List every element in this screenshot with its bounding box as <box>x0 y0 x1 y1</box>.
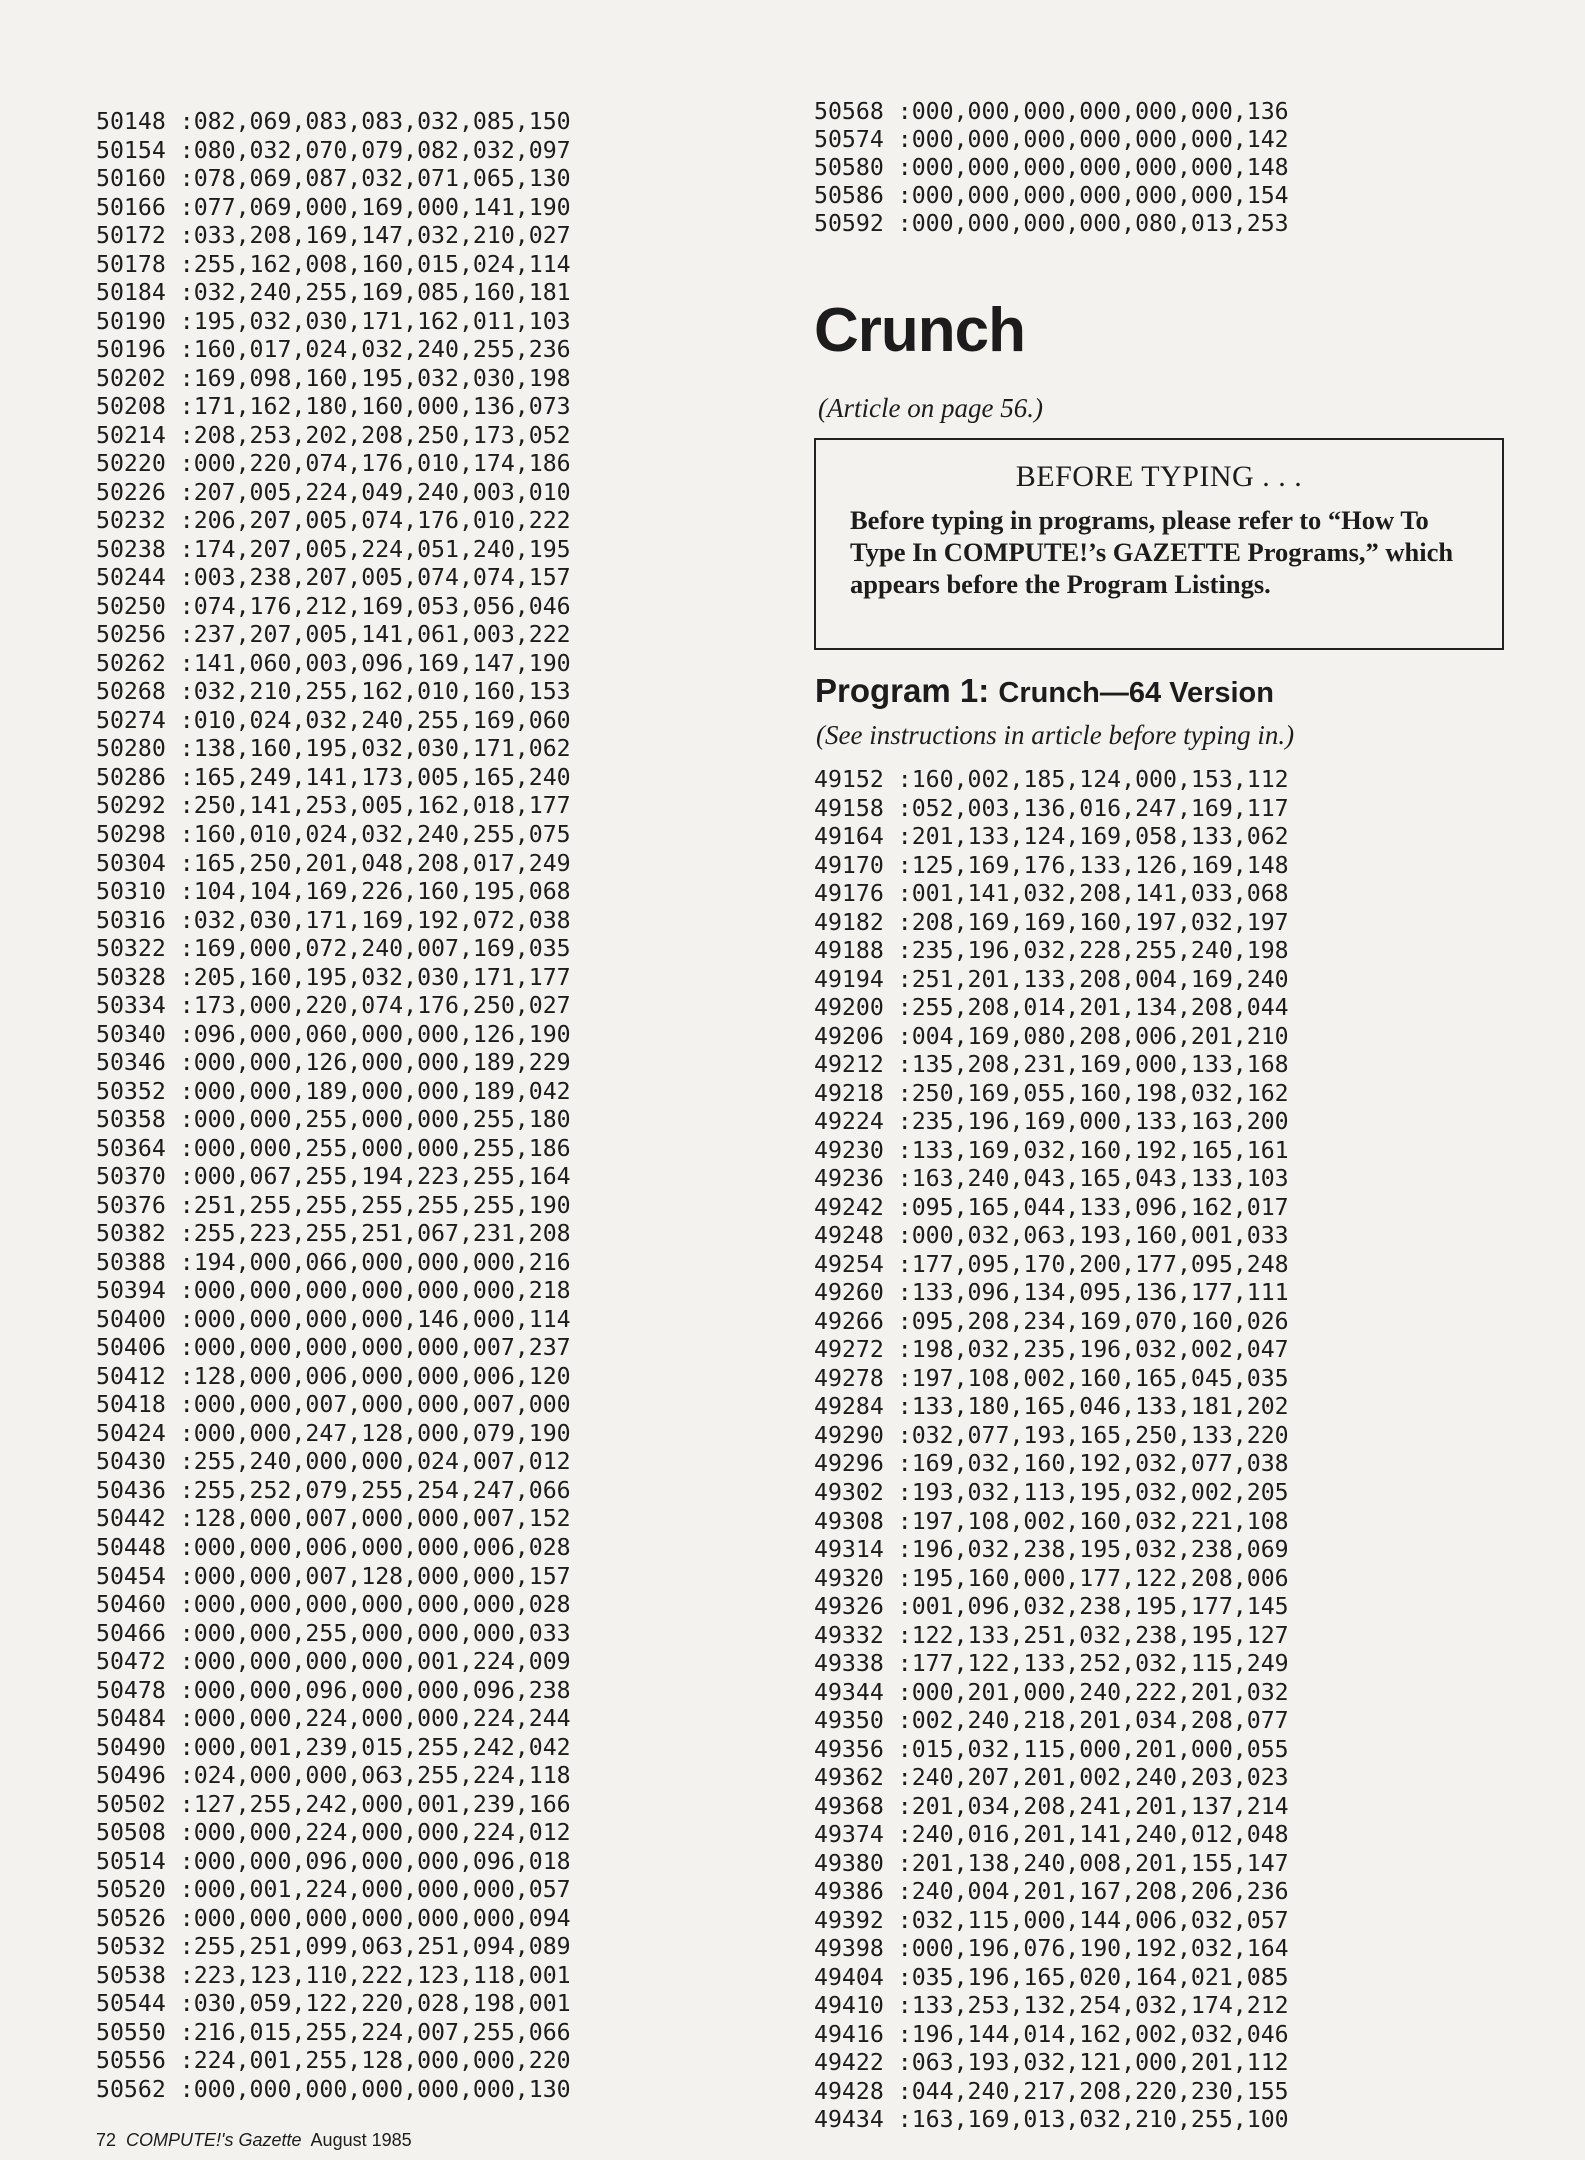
listing-line: 50412 :128,000,006,000,000,006,120 <box>96 1362 571 1390</box>
listing-line: 49386 :240,004,201,167,208,206,236 <box>814 1878 1289 1906</box>
listing-line: 50400 :000,000,000,000,146,000,114 <box>96 1305 571 1333</box>
listing-line: 49356 :015,032,115,000,201,000,055 <box>814 1735 1289 1763</box>
listing-line: 50454 :000,000,007,128,000,000,157 <box>96 1562 571 1590</box>
listing-line: 50328 :205,160,195,032,030,171,177 <box>96 963 571 991</box>
listing-line: 49410 :133,253,132,254,032,174,212 <box>814 1992 1289 2020</box>
page-footer <box>96 2130 412 2151</box>
listing-line: 50274 :010,024,032,240,255,169,060 <box>96 706 571 734</box>
listing-line: 49260 :133,096,134,095,136,177,111 <box>814 1279 1289 1307</box>
before-typing-heading: BEFORE TYPING . . . <box>1015 460 1303 493</box>
listing-line: 50502 :127,255,242,000,001,239,166 <box>96 1790 571 1818</box>
listing-line: 50232 :206,207,005,074,176,010,222 <box>96 507 571 535</box>
listing-line: 50334 :173,000,220,074,176,250,027 <box>96 992 571 1020</box>
listing-line: 49398 :000,196,076,190,192,032,164 <box>814 1935 1289 1963</box>
listing-line: 50496 :024,000,000,063,255,224,118 <box>96 1762 571 1790</box>
listing-line: 50280 :138,160,195,032,030,171,062 <box>96 735 571 763</box>
listing-line: 50190 :195,032,030,171,162,011,103 <box>96 307 571 335</box>
listing-line: 50394 :000,000,000,000,000,000,218 <box>96 1277 571 1305</box>
listing-line: 50514 :000,000,096,000,000,096,018 <box>96 1847 571 1875</box>
listing-line: 50436 :255,252,079,255,254,247,066 <box>96 1476 571 1504</box>
listing-line: 49422 :063,193,032,121,000,201,112 <box>814 2049 1289 2077</box>
program-note: (See instructions in article before typing in.) <box>816 720 1295 750</box>
listing-line: 50556 :224,001,255,128,000,000,220 <box>96 2047 571 2075</box>
listing-line: 49290 :032,077,193,165,250,133,220 <box>814 1421 1289 1449</box>
listing-line: 50520 :000,001,224,000,000,000,057 <box>96 1876 571 1904</box>
listing-line: 50178 :255,162,008,160,015,024,114 <box>96 250 571 278</box>
listing-line: 49320 :195,160,000,177,122,208,006 <box>814 1564 1289 1592</box>
listing-line: 49254 :177,095,170,200,177,095,248 <box>814 1250 1289 1278</box>
listing-line: 50376 :251,255,255,255,255,255,190 <box>96 1191 571 1219</box>
listing-line: 50154 :080,032,070,079,082,032,097 <box>96 136 571 164</box>
listing-line: 49284 :133,180,165,046,133,181,202 <box>814 1393 1289 1421</box>
listing-line: 50286 :165,249,141,173,005,165,240 <box>96 763 571 791</box>
listing-line: 49170 :125,169,176,133,126,169,148 <box>814 851 1289 879</box>
listing-line: 49362 :240,207,201,002,240,203,023 <box>814 1764 1289 1792</box>
listing-line: 50430 :255,240,000,000,024,007,012 <box>96 1448 571 1476</box>
listing-line: 50268 :032,210,255,162,010,160,153 <box>96 678 571 706</box>
listing-line: 50508 :000,000,224,000,000,224,012 <box>96 1819 571 1847</box>
listing-line: 49164 :201,133,124,169,058,133,062 <box>814 823 1289 851</box>
footer-magazine: COMPUTE!'s Gazette <box>126 2130 302 2150</box>
listing-line: 50478 :000,000,096,000,000,096,238 <box>96 1676 571 1704</box>
listing-line: 50580 :000,000,000,000,000,000,148 <box>814 154 1289 181</box>
listing-line: 49230 :133,169,032,160,192,165,161 <box>814 1136 1289 1164</box>
listing-line: 50172 :033,208,169,147,032,210,027 <box>96 222 571 250</box>
listing-line: 49278 :197,108,002,160,165,045,035 <box>814 1364 1289 1392</box>
listing-line: 49212 :135,208,231,169,000,133,168 <box>814 1051 1289 1079</box>
listing-line: 50388 :194,000,066,000,000,000,216 <box>96 1248 571 1276</box>
listing-line: 49368 :201,034,208,241,201,137,214 <box>814 1792 1289 1820</box>
listing-line: 49344 :000,201,000,240,222,201,032 <box>814 1678 1289 1706</box>
listing-line: 50490 :000,001,239,015,255,242,042 <box>96 1733 571 1761</box>
listing-line: 50310 :104,104,169,226,160,195,068 <box>96 878 571 906</box>
listing-line: 49314 :196,032,238,195,032,238,069 <box>814 1536 1289 1564</box>
listing-line: 49248 :000,032,063,193,160,001,033 <box>814 1222 1289 1250</box>
listing-line: 50418 :000,000,007,000,000,007,000 <box>96 1391 571 1419</box>
listing-line: 50160 :078,069,087,032,071,065,130 <box>96 165 571 193</box>
listing-line: 49236 :163,240,043,165,043,133,103 <box>814 1165 1289 1193</box>
listing-line: 50460 :000,000,000,000,000,000,028 <box>96 1591 571 1619</box>
listing-line: 49428 :044,240,217,208,220,230,155 <box>814 2077 1289 2105</box>
listing-line: 49374 :240,016,201,141,240,012,048 <box>814 1821 1289 1849</box>
listing-line: 50484 :000,000,224,000,000,224,244 <box>96 1705 571 1733</box>
listing-line: 49176 :001,141,032,208,141,033,068 <box>814 880 1289 908</box>
listing-line: 49272 :198,032,235,196,032,002,047 <box>814 1336 1289 1364</box>
listing-line: 49194 :251,201,133,208,004,169,240 <box>814 965 1289 993</box>
listing-line: 49188 :235,196,032,228,255,240,198 <box>814 937 1289 965</box>
listing-line: 49392 :032,115,000,144,006,032,057 <box>814 1906 1289 1934</box>
listing-line: 49380 :201,138,240,008,201,155,147 <box>814 1849 1289 1877</box>
listing-line: 50406 :000,000,000,000,000,007,237 <box>96 1334 571 1362</box>
listing-line: 49308 :197,108,002,160,032,221,108 <box>814 1507 1289 1535</box>
listing-line: 50292 :250,141,253,005,162,018,177 <box>96 792 571 820</box>
listing-line: 50238 :174,207,005,224,051,240,195 <box>96 535 571 563</box>
listing-line: 50244 :003,238,207,005,074,074,157 <box>96 564 571 592</box>
listing-line: 50202 :169,098,160,195,032,030,198 <box>96 364 571 392</box>
listing-line: 50304 :165,250,201,048,208,017,249 <box>96 849 571 877</box>
listing-line: 50226 :207,005,224,049,240,003,010 <box>96 478 571 506</box>
listing-line: 49404 :035,196,165,020,164,021,085 <box>814 1963 1289 1991</box>
program-label: Program 1: <box>815 672 990 709</box>
listing-line: 50592 :000,000,000,000,080,013,253 <box>814 210 1289 237</box>
listing-line: 49302 :193,032,113,195,032,002,205 <box>814 1479 1289 1506</box>
listing-line: 50550 :216,015,255,224,007,255,066 <box>96 2018 571 2046</box>
program-heading <box>815 672 1274 710</box>
listing-line: 50364 :000,000,255,000,000,255,186 <box>96 1134 571 1162</box>
listing-line: 49218 :250,169,055,160,198,032,162 <box>814 1079 1289 1107</box>
listing-line: 50346 :000,000,126,000,000,189,229 <box>96 1049 571 1077</box>
listing-line: 49242 :095,165,044,133,096,162,017 <box>814 1193 1289 1221</box>
listing-line: 50544 :030,059,122,220,028,198,001 <box>96 1990 571 2018</box>
listing-line: 49350 :002,240,218,201,034,208,077 <box>814 1707 1289 1735</box>
listing-line: 50532 :255,251,099,063,251,094,089 <box>96 1933 571 1961</box>
listing-line: 50214 :208,253,202,208,250,173,052 <box>96 421 571 449</box>
listing-line: 50358 :000,000,255,000,000,255,180 <box>96 1106 571 1134</box>
listing-line: 49434 :163,169,013,032,210,255,100 <box>814 2106 1289 2134</box>
listing-line: 49158 :052,003,136,016,247,169,117 <box>814 794 1289 822</box>
listing-line: 50448 :000,000,006,000,000,006,028 <box>96 1534 571 1561</box>
listing-line: 50262 :141,060,003,096,169,147,190 <box>96 649 571 677</box>
listing-line: 50586 :000,000,000,000,000,000,154 <box>814 182 1289 209</box>
listing-line: 50250 :074,176,212,169,053,056,046 <box>96 592 571 620</box>
listing-line: 50322 :169,000,072,240,007,169,035 <box>96 935 571 963</box>
listing-line: 49338 :177,122,133,252,032,115,249 <box>814 1650 1289 1678</box>
listing-line: 50316 :032,030,171,169,192,072,038 <box>96 906 571 934</box>
listing-line: 50472 :000,000,000,000,001,224,009 <box>96 1648 571 1676</box>
listing-line: 50256 :237,207,005,141,061,003,222 <box>96 621 571 649</box>
article-reference: (Article on page 56.) <box>818 393 1043 423</box>
footer-page-number: 72 <box>96 2130 117 2150</box>
listing-line: 49206 :004,169,080,208,006,201,210 <box>814 1022 1289 1050</box>
listing-line: 50382 :255,223,255,251,067,231,208 <box>96 1220 571 1248</box>
listing-line: 49200 :255,208,014,201,134,208,044 <box>814 994 1289 1022</box>
listing-line: 49224 :235,196,169,000,133,163,200 <box>814 1108 1289 1136</box>
article-title: Crunch <box>814 296 1025 365</box>
listing-line: 50370 :000,067,255,194,223,255,164 <box>96 1163 571 1191</box>
listing-line: 49182 :208,169,169,160,197,032,197 <box>814 908 1289 936</box>
listing-line: 50424 :000,000,247,128,000,079,190 <box>96 1419 571 1447</box>
listing-line: 49332 :122,133,251,032,238,195,127 <box>814 1621 1289 1649</box>
listing-line: 50466 :000,000,255,000,000,000,033 <box>96 1619 571 1647</box>
listing-line: 50538 :223,123,110,222,123,118,001 <box>96 1961 571 1989</box>
listing-line: 50526 :000,000,000,000,000,000,094 <box>96 1904 571 1932</box>
listing-line: 49152 :160,002,185,124,000,153,112 <box>814 766 1289 793</box>
listing-line: 50196 :160,017,024,032,240,255,236 <box>96 336 571 364</box>
listing-line: 50574 :000,000,000,000,000,000,142 <box>814 126 1289 153</box>
listing-line: 50442 :128,000,007,000,000,007,152 <box>96 1505 571 1533</box>
listing-line: 50568 :000,000,000,000,000,000,136 <box>814 98 1289 125</box>
before-typing-box <box>814 438 1504 650</box>
listing-line: 49266 :095,208,234,169,070,160,026 <box>814 1307 1289 1335</box>
listing-line: 50340 :096,000,060,000,000,126,190 <box>96 1020 571 1048</box>
before-typing-text: Before typing in programs, please refer to “How To Type In COMPUTE!’s GAZETTE Programs,” which appears before the Program Listings. <box>850 505 1454 599</box>
listing-line: 50148 :082,069,083,083,032,085,150 <box>96 108 571 135</box>
program-subtitle: Crunch—64 Version <box>998 677 1274 709</box>
listing-line: 49296 :169,032,160,192,032,077,038 <box>814 1450 1289 1478</box>
footer-issue: August 1985 <box>310 2130 412 2150</box>
listing-line: 50166 :077,069,000,169,000,141,190 <box>96 193 571 221</box>
listing-line: 50298 :160,010,024,032,240,255,075 <box>96 821 571 848</box>
listing-line: 50208 :171,162,180,160,000,136,073 <box>96 393 571 421</box>
listing-line: 50220 :000,220,074,176,010,174,186 <box>96 450 571 478</box>
listing-line: 49416 :196,144,014,162,002,032,046 <box>814 2020 1289 2048</box>
listing-line: 50184 :032,240,255,169,085,160,181 <box>96 279 571 307</box>
listing-line: 50562 :000,000,000,000,000,000,130 <box>96 2075 571 2103</box>
listing-line: 49326 :001,096,032,238,195,177,145 <box>814 1593 1289 1621</box>
listing-line: 50352 :000,000,189,000,000,189,042 <box>96 1077 571 1105</box>
